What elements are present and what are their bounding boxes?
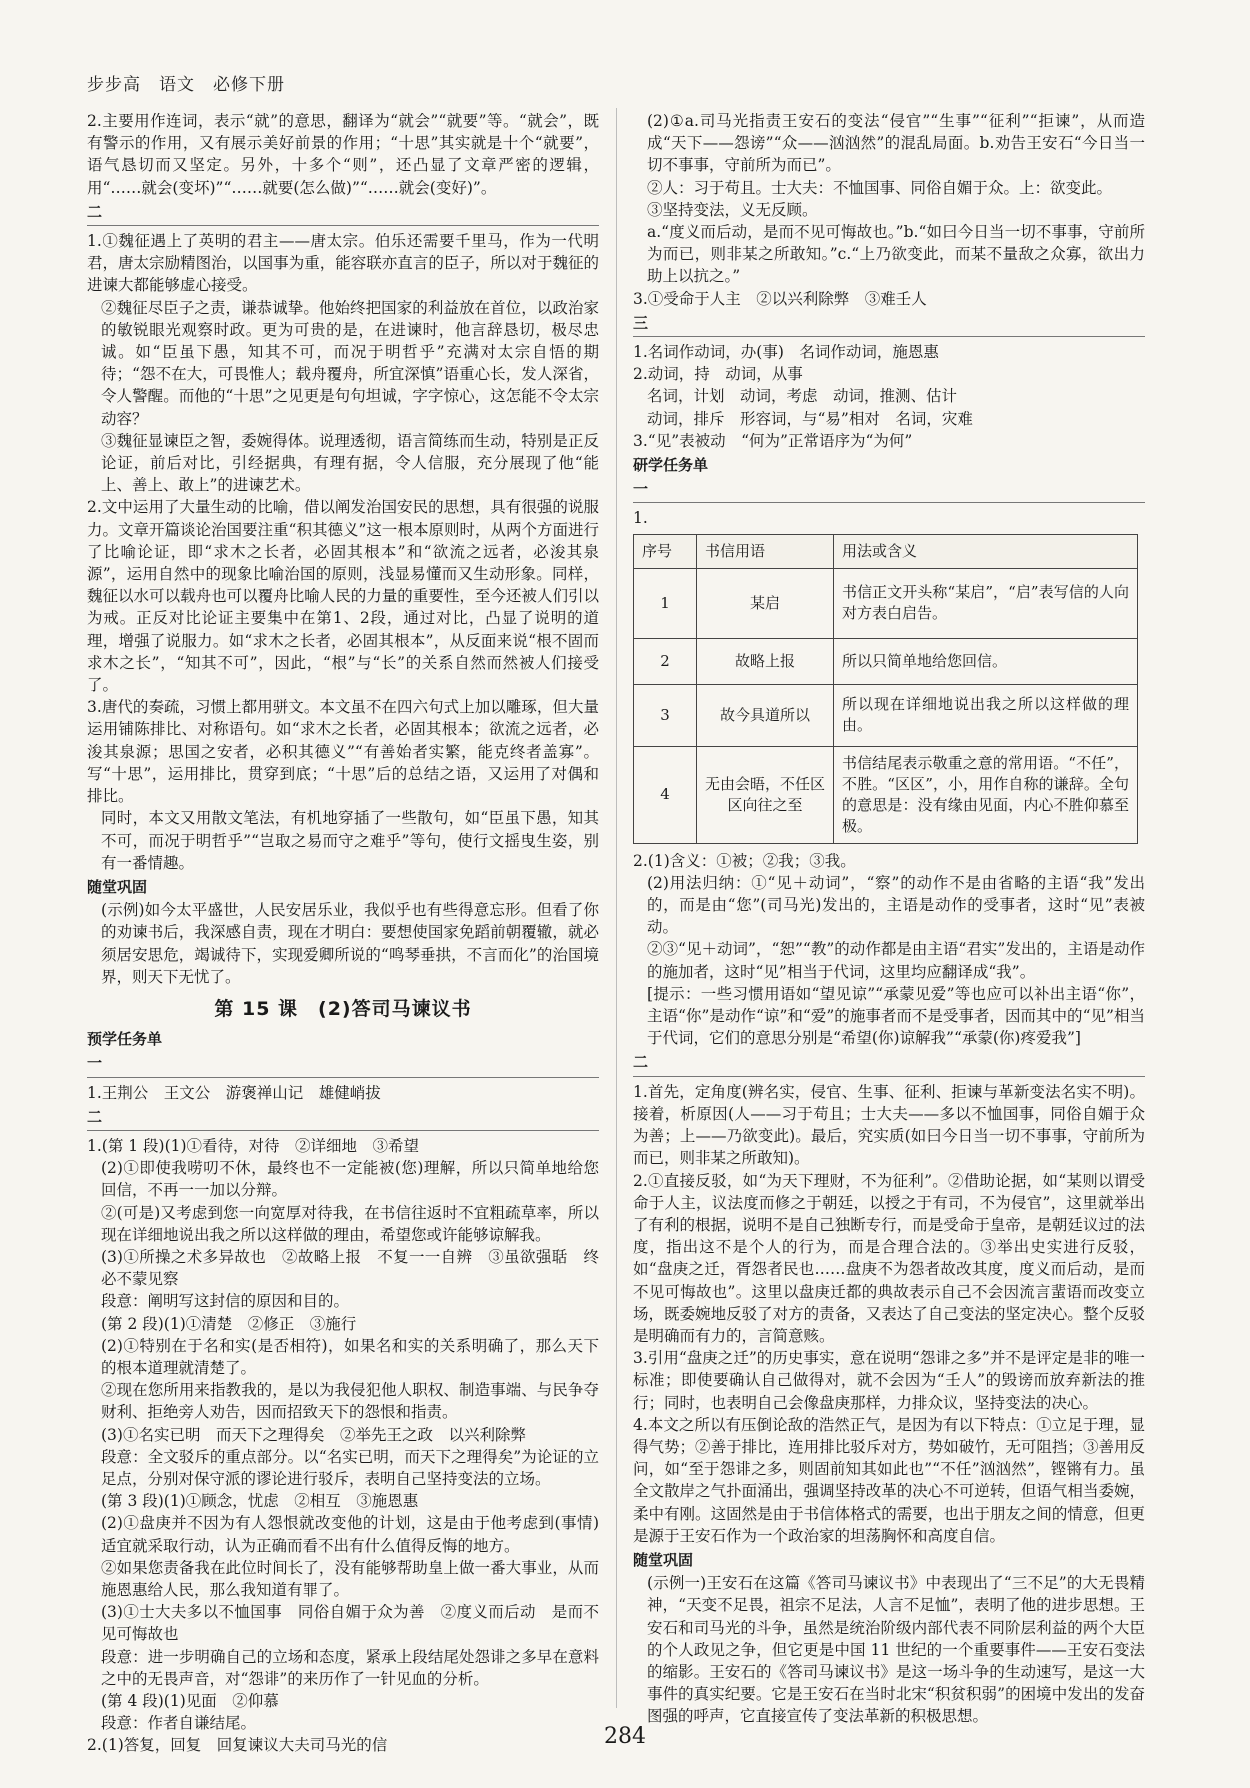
section-rule (87, 225, 599, 226)
table-row (634, 684, 1138, 746)
table-header-cell: 书信用语 (697, 534, 834, 568)
table-cell: 3 (634, 684, 697, 746)
table-cell: 某启 (697, 568, 834, 638)
paragraph: ②如果您责备我在此位时间长了，没有能够帮助皇上做一番大事业，从而施恩惠给人民，那么我知道有罪了。 (101, 1558, 599, 1599)
paragraph: 1.①魏征遇上了英明的君主——唐太宗。伯乐还需要千里马，作为一代明君，唐太宗励精图治，以国事为重，能容联亦直言的臣子，所以对于魏征的进谏大都能够虚心接受。 (87, 232, 599, 295)
section-rule (633, 336, 1145, 337)
paragraph: 段意：作者自谦结尾。 (101, 1714, 257, 1733)
table-row (634, 746, 1138, 843)
table-row (634, 638, 1138, 684)
paragraph: 段意：进一步明确自己的立场和态度，紧承上段结尾处怨诽之多早在意料之中的无畏声音，对“怨诽”的来历作了一针见血的分析。 (101, 1647, 599, 1688)
table-cell: 故今具道所以 (697, 684, 834, 746)
paragraph: ②魏征尽臣子之责，谦恭诚挚。他始终把国家的利益放在首位，以政治家的敏锐眼光观察时政。更为可贵的是，在进谏时，他言辞恳切，极尽忠诚。如“臣虽下愚，知其不可，而况于明哲乎”充满对太宗自悟的期待；“怨不在大，可畏惟人；载舟覆舟，所宜深慎”语重心长，发人深省，令人警醒。而他的“十思”之见更是句句坦诚，字字惊心，这怎能不令太宗动容？ (101, 298, 599, 428)
section-rule (633, 502, 1145, 503)
section-rule (87, 1077, 599, 1078)
paragraph: 4.本文之所以有压倒论敌的浩然正气，是因为有以下特点：①立足于理，显得气势；②善于排比，连用排比驳斥对方，势如破竹，无可阻挡；③善用反问，如“至于怨诽之多，则固前知其如此也”“不任”汹汹然”，铿锵有力。虽全文散岸之气扑面涌出，强调坚持改革的决心不可逆转，但语气相当委婉，柔中有刚。这固然是由于书信体格式的需要，也出于朋友之间的情意，但更是源于王安石作为一个政治家的坦荡胸怀和高度自信。 (633, 1415, 1145, 1545)
table-cell: 4 (634, 746, 697, 843)
paragraph: (第 2 段)(1)①清楚 ②修正 ③施行 (101, 1314, 357, 1333)
paragraph: 2.(1)答复，回复 回复谏议大夫司马光的信 (87, 1736, 388, 1755)
paragraph: (2)①a.司马光指责王安石的变法“侵官”“生事”“征利”“拒谏”，从而造成“天下——怨谤”“众——汹汹然”的混乱局面。b.劝告王安石“今日当一切不事事，守前所为而已”。 (647, 112, 1145, 175)
paragraph: (第 4 段)(1)见面 ②仰慕 (101, 1692, 279, 1711)
paragraph: 1.名词作动词，办(事) 名词作动词，施恩惠 (633, 343, 939, 362)
paragraph: 同时，本文又用散文笔法，有机地穿插了一些散句，如“臣虽下愚，知其不可，而况于明哲乎”“岂取之易而守之难乎”等句，使行文摇曳生姿，别有一番情趣。 (101, 809, 599, 872)
section-heading: 研学任务单 (633, 456, 709, 475)
paragraph: ②(可是)又考虑到您一向宽厚对待我，在书信往返时不宜粗疏草率，所以现在详细地说出我之所以这样做的理由，希望您或许能够谅解我。 (101, 1203, 599, 1244)
paragraph: 2.动词，持 动词，从事 (633, 365, 803, 384)
right-column-bottom (633, 850, 1145, 1728)
table-cell: 故略上报 (697, 638, 834, 684)
table-cell: 1 (634, 568, 697, 638)
section-rule (633, 1076, 1145, 1077)
paragraph: ③魏征显谏臣之智，委婉得体。说理透彻，语言简练而生动，特别是正反论证，前后对比，引经据典，有理有据，令人信服，充分展现了他“能上、善上、敢上”的进谏艺术。 (101, 431, 599, 495)
table-header-row (634, 534, 1138, 568)
section-heading: 三 (633, 313, 649, 332)
section-heading: 一 (87, 1054, 103, 1073)
section-heading: 二 (87, 1107, 103, 1126)
paragraph: 名词，计划 动词，考虑 动词，推测、估计 (647, 387, 958, 406)
paragraph: (2)①盘庚并不因为有人怨恨就改变他的计划，这是由于他考虑到(事情)适宜就采取行动，认为正确而看不出有什么值得反悔的地方。 (101, 1514, 599, 1555)
table-cell: 2 (634, 638, 697, 684)
paragraph: 2.文中运用了大量生动的比喻，借以阐发治国安民的思想，具有很强的说服力。文章开篇谈论治国要注重“积其德义”这一根本原则时，从两个方面进行了比喻论证，即“求木之长者，必固其根本”和“欲流之远者，必浚其泉源”，运用自然中的现象比喻治国的原则，浅显易懂而又生动形象。同样，魏征以水可以载舟也可以覆舟比喻人民的力量的重要性，至今还被人们引以为戒。正反对比论证主要集中在第1、2段，通过对比，凸显了说明的道理，增强了说服力。如“求木之长者，必固其根本”，从反面来说“根不固而求木之长”，“知其不可”，因此，“根”与“长”的关系自然而然被人们接受了。 (87, 498, 599, 695)
right-column-top (633, 110, 1145, 530)
section-heading: 二 (87, 202, 103, 221)
paragraph: ②③“见＋动词”，“恕”“教”的动作都是由主语“君实”发出的，主语是动作的施加者，这时“见”相当于代词，这里均应翻译成“我”。 (647, 940, 1145, 981)
paragraph: (3)①士大夫多以不恤国事 同俗自媚于众为善 ②度义而后动 是而不见可悔故也 (101, 1603, 599, 1644)
table-cell: 所以只简单地给您回信。 (834, 638, 1138, 684)
section-heading: 二 (633, 1053, 649, 1072)
table-row (634, 568, 1138, 638)
paragraph: [提示：一些习惯用语如“望见谅”“承蒙见爱”等也应可以补出主语“你”，主语“你”是动作“谅”和“爱”的施事者而不是受事者，因而其中的“见”相当于代词，它们的意思分别是“希望(你)谅解我”“承蒙(你)疼爱我”] (647, 984, 1145, 1048)
left-column (87, 110, 599, 1757)
paragraph: (3)①名实已明 而天下之理得矣 ②举先王之政 以兴利除弊 (101, 1425, 526, 1444)
column-divider (616, 108, 617, 1708)
section-rule (87, 1130, 599, 1131)
paragraph: 1.(第 1 段)(1)①看待，对待 ②详细地 ③希望 (87, 1136, 420, 1155)
paragraph: (2)①特别在于名和实(是否相符)，如果名和实的关系明确了，那么天下的根本道理就清楚了。 (101, 1336, 599, 1377)
paragraph: 动词，排斥 形容词，与“易”相对 名词，灾难 (647, 409, 973, 428)
section-heading: 预学任务单 (87, 1030, 163, 1049)
paragraph: 2.①直接反驳，如“为天下理财，不为征利”。②借助论据，如“某则以谓受命于人主，议法度而修之于朝廷，以授之于有司，不为侵官”，这里就举出了有利的根据，说明不是自己独断专行，而是受命于皇帝，是朝廷议过的法度，指出这不是个人的行为，而是合理合法的。③举出史实进行反驳，如“盘庚之迁，胥怨者民也……盘庚不为怨者故改其度，度义而后动，是而不见可悔故也”。这里以盘庚迁都的典故表示自己不会因流言蜚语而改变立场，既委婉地反驳了对方的责备，又表达了自己变法的坚定决心。整个反驳是明确而有力的，言简意赅。 (633, 1171, 1145, 1345)
paragraph: (2)用法归纳：①“见＋动词”，“察”的动作不是由省略的主语“我”发出的，而是由“您”(司马光)发出的，主语是动作的受事者，这时“见”表被动。 (647, 873, 1145, 937)
paragraph: 段意：全文驳斥的重点部分。以“名实已明，而天下之理得矣”为论证的立足点，分别对保守派的谬论进行驳斥，表明自己坚持变法的立场。 (101, 1447, 599, 1488)
lesson-title: 第 15 课 (2)答司马谏议书 (214, 997, 472, 1020)
paragraph: ②人：习于苟且。士大夫：不恤国事、同俗自媚于众。上：欲变此。 (647, 178, 1113, 197)
paragraph: (3)①所操之术多异故也 ②故略上报 不复一一自辨 ③虽欲强聒 终必不蒙见察 (101, 1247, 599, 1289)
paragraph: (2)①即使我唠叨不休，最终也不一定能被(您)理解，所以只简单地给您回信，不再一一加以分辩。 (101, 1159, 599, 1200)
section-heading: 一 (633, 480, 649, 499)
paragraph: ②现在您所用来指教我的，是以为我侵犯他人职权、制造事端、与民争夺财利、拒绝旁人劝告，因而招致天下的怨恨和指责。 (101, 1381, 599, 1422)
paragraph: 3.“见”表被动 “何为”正常语序为“为何” (633, 431, 913, 450)
section-heading: 随堂巩固 (87, 877, 148, 896)
paragraph: 3.①受命于人主 ②以兴利除弊 ③难壬人 (633, 289, 927, 308)
table-cell: 无由会晤，不任区区向往之至 (697, 746, 834, 843)
paragraph: 1. (633, 509, 648, 528)
table-cell: 书信正文开头称“某启”，“启”表写信的人向对方表白启告。 (834, 568, 1138, 638)
paragraph: (示例)如今太平盛世，人民安居乐业，我似乎也有些得意忘形。但看了你的劝谏书后，我深感自责，现在才明白：要想使国家免蹈前朝覆辙，就必须居安思危，竭诚待下，实现爱卿所说的“鸣琴垂拱，不言而化”的治国境界，则天下无忧了。 (101, 901, 599, 986)
running-header: 步步高 语文 必修下册 (87, 75, 285, 95)
table-header-cell: 序号 (634, 534, 697, 568)
paragraph: 1.首先，定角度(辨名实，侵官、生事、征利、拒谏与革新变法名实不明)。接着，析原因(人——习于苟且；士大夫——多以不恤国事，同俗自媚于众为善；上——乃欲变此)。最后，究实质(如曰今日当一切不事事，守前所为而已，则非某之所敢知)。 (633, 1082, 1145, 1168)
paragraph: 1.王荆公 王文公 游褒禅山记 雄健峭拔 (87, 1083, 381, 1102)
paragraph: 2.(1)含义：①被；②我；③我。 (633, 851, 856, 870)
paragraph: 3.唐代的奏疏，习惯上都用骈文。本文虽不在四六句式上加以雕琢，但大量运用铺陈排比、对称语句。如“求木之长者，必固其根本；欲流之远者，必浚其泉源；思国之安者，必积其德义”“有善始者实繁，能克终者盖寡”。写“十思”，运用排比，贯穿到底；“十思”后的总结之语，又运用了对偶和排比。 (87, 698, 599, 806)
paragraph: (示例一)王安石在这篇《答司马谏议书》中表现出了“三不足”的大无畏精神，“天变不足畏，祖宗不足法，人言不足恤”，表明了他的进步思想。王安石和司马光的斗争，虽然是统治阶级内部代表不同阶层利益的两个大臣的个人政见之争，但它更是中国 11 世纪的一个重要事件——王安石变法的缩影。王安石的《答司马谏议书》是这一场斗争的生动速写，是这一大事件的真实纪要。它是王安石在当时北宋“积贫积弱”的困境中发出的发奋图强的呼声，它直接宣传了变法革新的积极思想。 (647, 1574, 1145, 1726)
page-number: 284 (604, 1724, 646, 1749)
letter-terms-table (633, 534, 1138, 844)
paragraph: 2.主要用作连词，表示“就”的意思，翻译为“就会”“就要”等。“就会”，既有警示的作用，又有展示美好前景的作用；“十思”其实就是十个“就要”，语气恳切而又坚定。另外，十多个“则”，还凸显了文章严密的逻辑，用“……就会(变坏)”“……就要(怎么做)”“……就会(变好)”。 (87, 112, 599, 197)
paragraph: 段意：阐明写这封信的原因和目的。 (101, 1292, 350, 1311)
table-cell: 所以现在详细地说出我之所以这样做的理由。 (834, 684, 1138, 746)
table-cell: 书信结尾表示敬重之意的常用语。“不任”，不胜。“区区”，小，用作自称的谦辞。全句的意思是：没有缘由见面，内心不胜仰慕至极。 (834, 746, 1138, 843)
paragraph: 3.引用“盘庚之迁”的历史事实，意在说明“怨诽之多”并不是评定是非的唯一标准；即使要确认自己做得对，就不会因为“壬人”的毁谤而放弃新法的推行；同时，也表明自己会像盘庚那样，力排众议，坚持变法的决心。 (633, 1349, 1145, 1412)
paragraph: (第 3 段)(1)①顾念，忧虑 ②相互 ③施恩惠 (101, 1492, 419, 1511)
paragraph: ③坚持变法，义无反顾。 (647, 200, 818, 219)
paragraph: a.“度义而后动，是而不见可悔故也。”b.“如曰今日当一切不事事，守前所为而已，则非某之所敢知。”c.“上乃欲变此，而某不量敌之众寡，欲出力助上以抗之。” (647, 223, 1145, 286)
section-heading: 随堂巩固 (633, 1550, 694, 1569)
table-header-cell: 用法或含义 (834, 534, 1138, 568)
right-column (633, 110, 1145, 1728)
